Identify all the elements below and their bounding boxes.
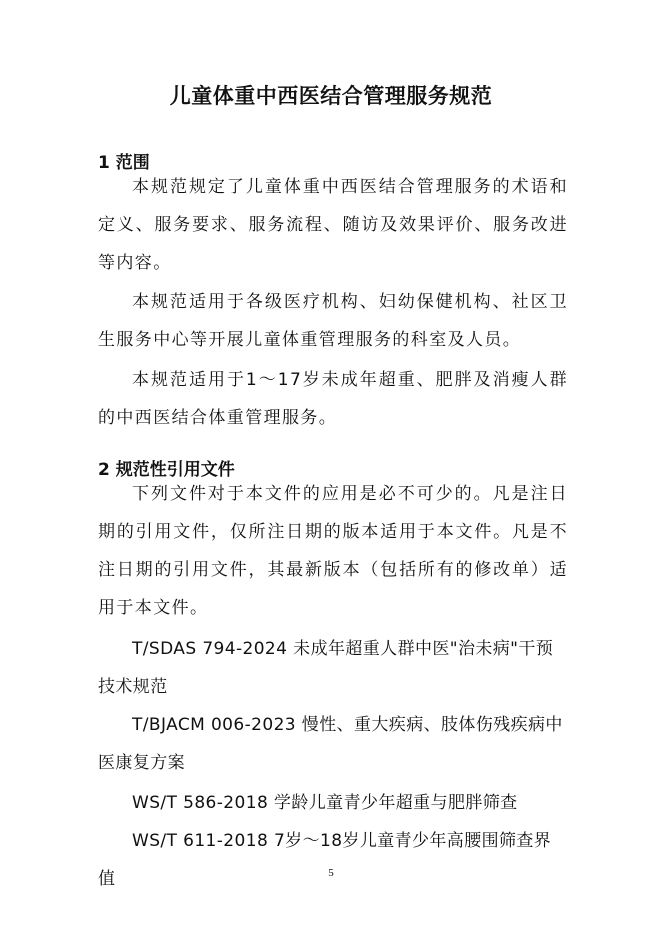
- reference-item: WS/T 586-2018 学龄儿童青少年超重与肥胖筛查: [132, 793, 518, 813]
- reference-item: T/BJACM 006-2023 慢性、重大疾病、肢体伤残疾病中医康复方案: [98, 715, 563, 773]
- section-heading-normative-references: 2 规范性引用文件: [98, 460, 235, 480]
- reference-item: T/SDAS 794-2024 未成年超重人群中医"治未病"干预技术规范: [98, 639, 554, 697]
- page-number: 5: [328, 867, 334, 879]
- paragraph-scope-1: 本规范规定了儿童体重中西医结合管理服务的术语和定义、服务要求、服务流程、随访及效果评价、服务改进等内容。: [98, 177, 568, 273]
- paragraph-scope-3: 本规范适用于1～17岁未成年超重、肥胖及消瘦人群的中西医结合体重管理服务。: [98, 370, 568, 428]
- reference-item: WS/T 611-2018 7岁～18岁儿童青少年高腰围筛查界值: [98, 831, 552, 889]
- paragraph-references-intro: 下列文件对于本文件的应用是必不可少的。凡是注日期的引用文件，仅所注日期的版本适用于本文件。凡是不注日期的引用文件，其最新版本（包括所有的修改单）适用于本文件。: [98, 484, 568, 618]
- paragraph-scope-2: 本规范适用于各级医疗机构、妇幼保健机构、社区卫生服务中心等开展儿童体重管理服务的科室及人员。: [98, 292, 568, 350]
- document-title: 儿童体重中西医结合管理服务规范: [169, 84, 493, 108]
- section-heading-scope: 1 范围: [98, 153, 150, 173]
